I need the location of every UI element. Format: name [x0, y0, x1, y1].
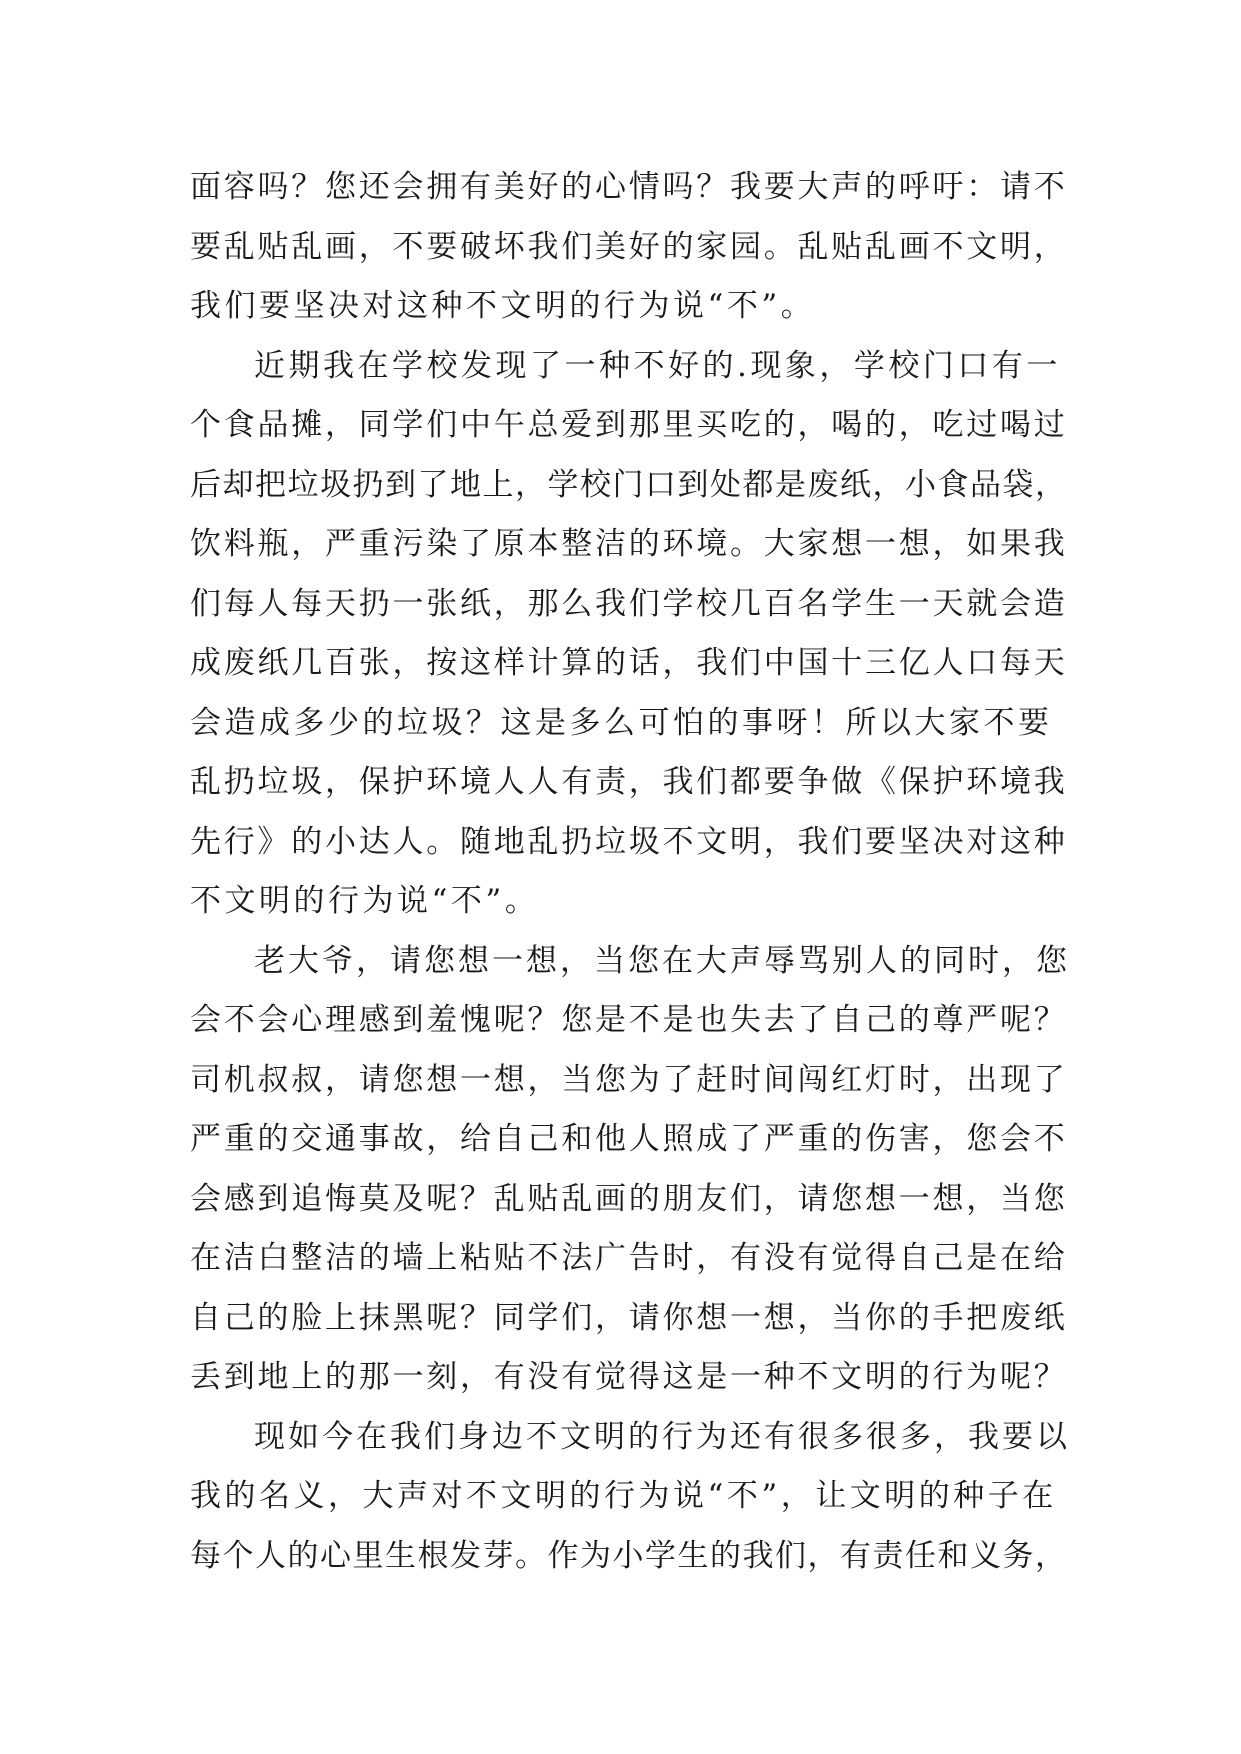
- text-line: 们每人每天扔一张纸，那么我们学校几百名学生一天就会造: [190, 585, 1068, 622]
- text-line: 每个人的心里生根发芽。作为小学生的我们，有责任和义务，: [190, 1537, 1068, 1574]
- text-line: 我的名义，大声对不文明的行为说“不”，让文明的种子在: [190, 1478, 1057, 1514]
- text-line: 司机叔叔，请您想一想，当您为了赶时间闯红灯时，出现了: [190, 1061, 1068, 1098]
- text-line: 后却把垃圾扔到了地上，学校门口到处都是废纸，小食品袋，: [190, 466, 1068, 503]
- text-line: 严重的交通事故，给自己和他人照成了严重的伤害，您会不: [190, 1121, 1068, 1157]
- text-line: 不文明的行为说“不”。: [190, 883, 540, 919]
- text-line: 先行》的小达人。随地乱扔垃圾不文明，我们要坚决对这种: [190, 823, 1068, 860]
- text-line: 要乱贴乱画，不要破坏我们美好的家园。乱贴乱画不文明，: [190, 228, 1068, 265]
- text-line: 自己的脸上抹黑呢？同学们，请你想一想，当你的手把废纸: [190, 1299, 1068, 1336]
- text-line: 我们要坚决对这种不文明的行为说“不”。: [190, 288, 816, 324]
- text-line: 乱扔垃圾，保护环境人人有责，我们都要争做《保护环境我: [190, 764, 1068, 800]
- text-line: 成废纸几百张，按这样计算的话，我们中国十三亿人口每天: [190, 645, 1068, 681]
- paragraph-start-line: 近期我在学校发现了一种不好的.现象，学校门口有一: [254, 347, 1061, 384]
- text-line: 个食品摊，同学们中午总爱到那里买吃的，喝的，吃过喝过: [190, 407, 1068, 443]
- text-line: 在洁白整洁的墙上粘贴不法广告时，有没有觉得自己是在给: [190, 1240, 1068, 1276]
- text-line: 丢到地上的那一刻，有没有觉得这是一种不文明的行为呢？: [190, 1359, 1068, 1395]
- text-line: 会感到追悔莫及呢？乱贴乱画的朋友们，请您想一想，当您: [190, 1180, 1068, 1217]
- paragraph-start-line: 老大爷，请您想一想，当您在大声辱骂别人的同时，您: [254, 942, 1070, 979]
- text-line: 面容吗？您还会拥有美好的心情吗？我要大声的呼吁：请不: [190, 169, 1068, 205]
- text-line: 会造成多少的垃圾？这是多么可怕的事呀！所以大家不要: [190, 704, 1053, 741]
- body-text: [190, 158, 1070, 1586]
- text-line: 会不会心理感到羞愧呢？您是不是也失去了自己的尊严呢？: [190, 1002, 1068, 1038]
- text-line: 饮料瓶，严重污染了原本整洁的环境。大家想一想，如果我: [190, 526, 1068, 562]
- paragraph-start-line: 现如今在我们身边不文明的行为还有很多很多，我要以: [254, 1418, 1070, 1455]
